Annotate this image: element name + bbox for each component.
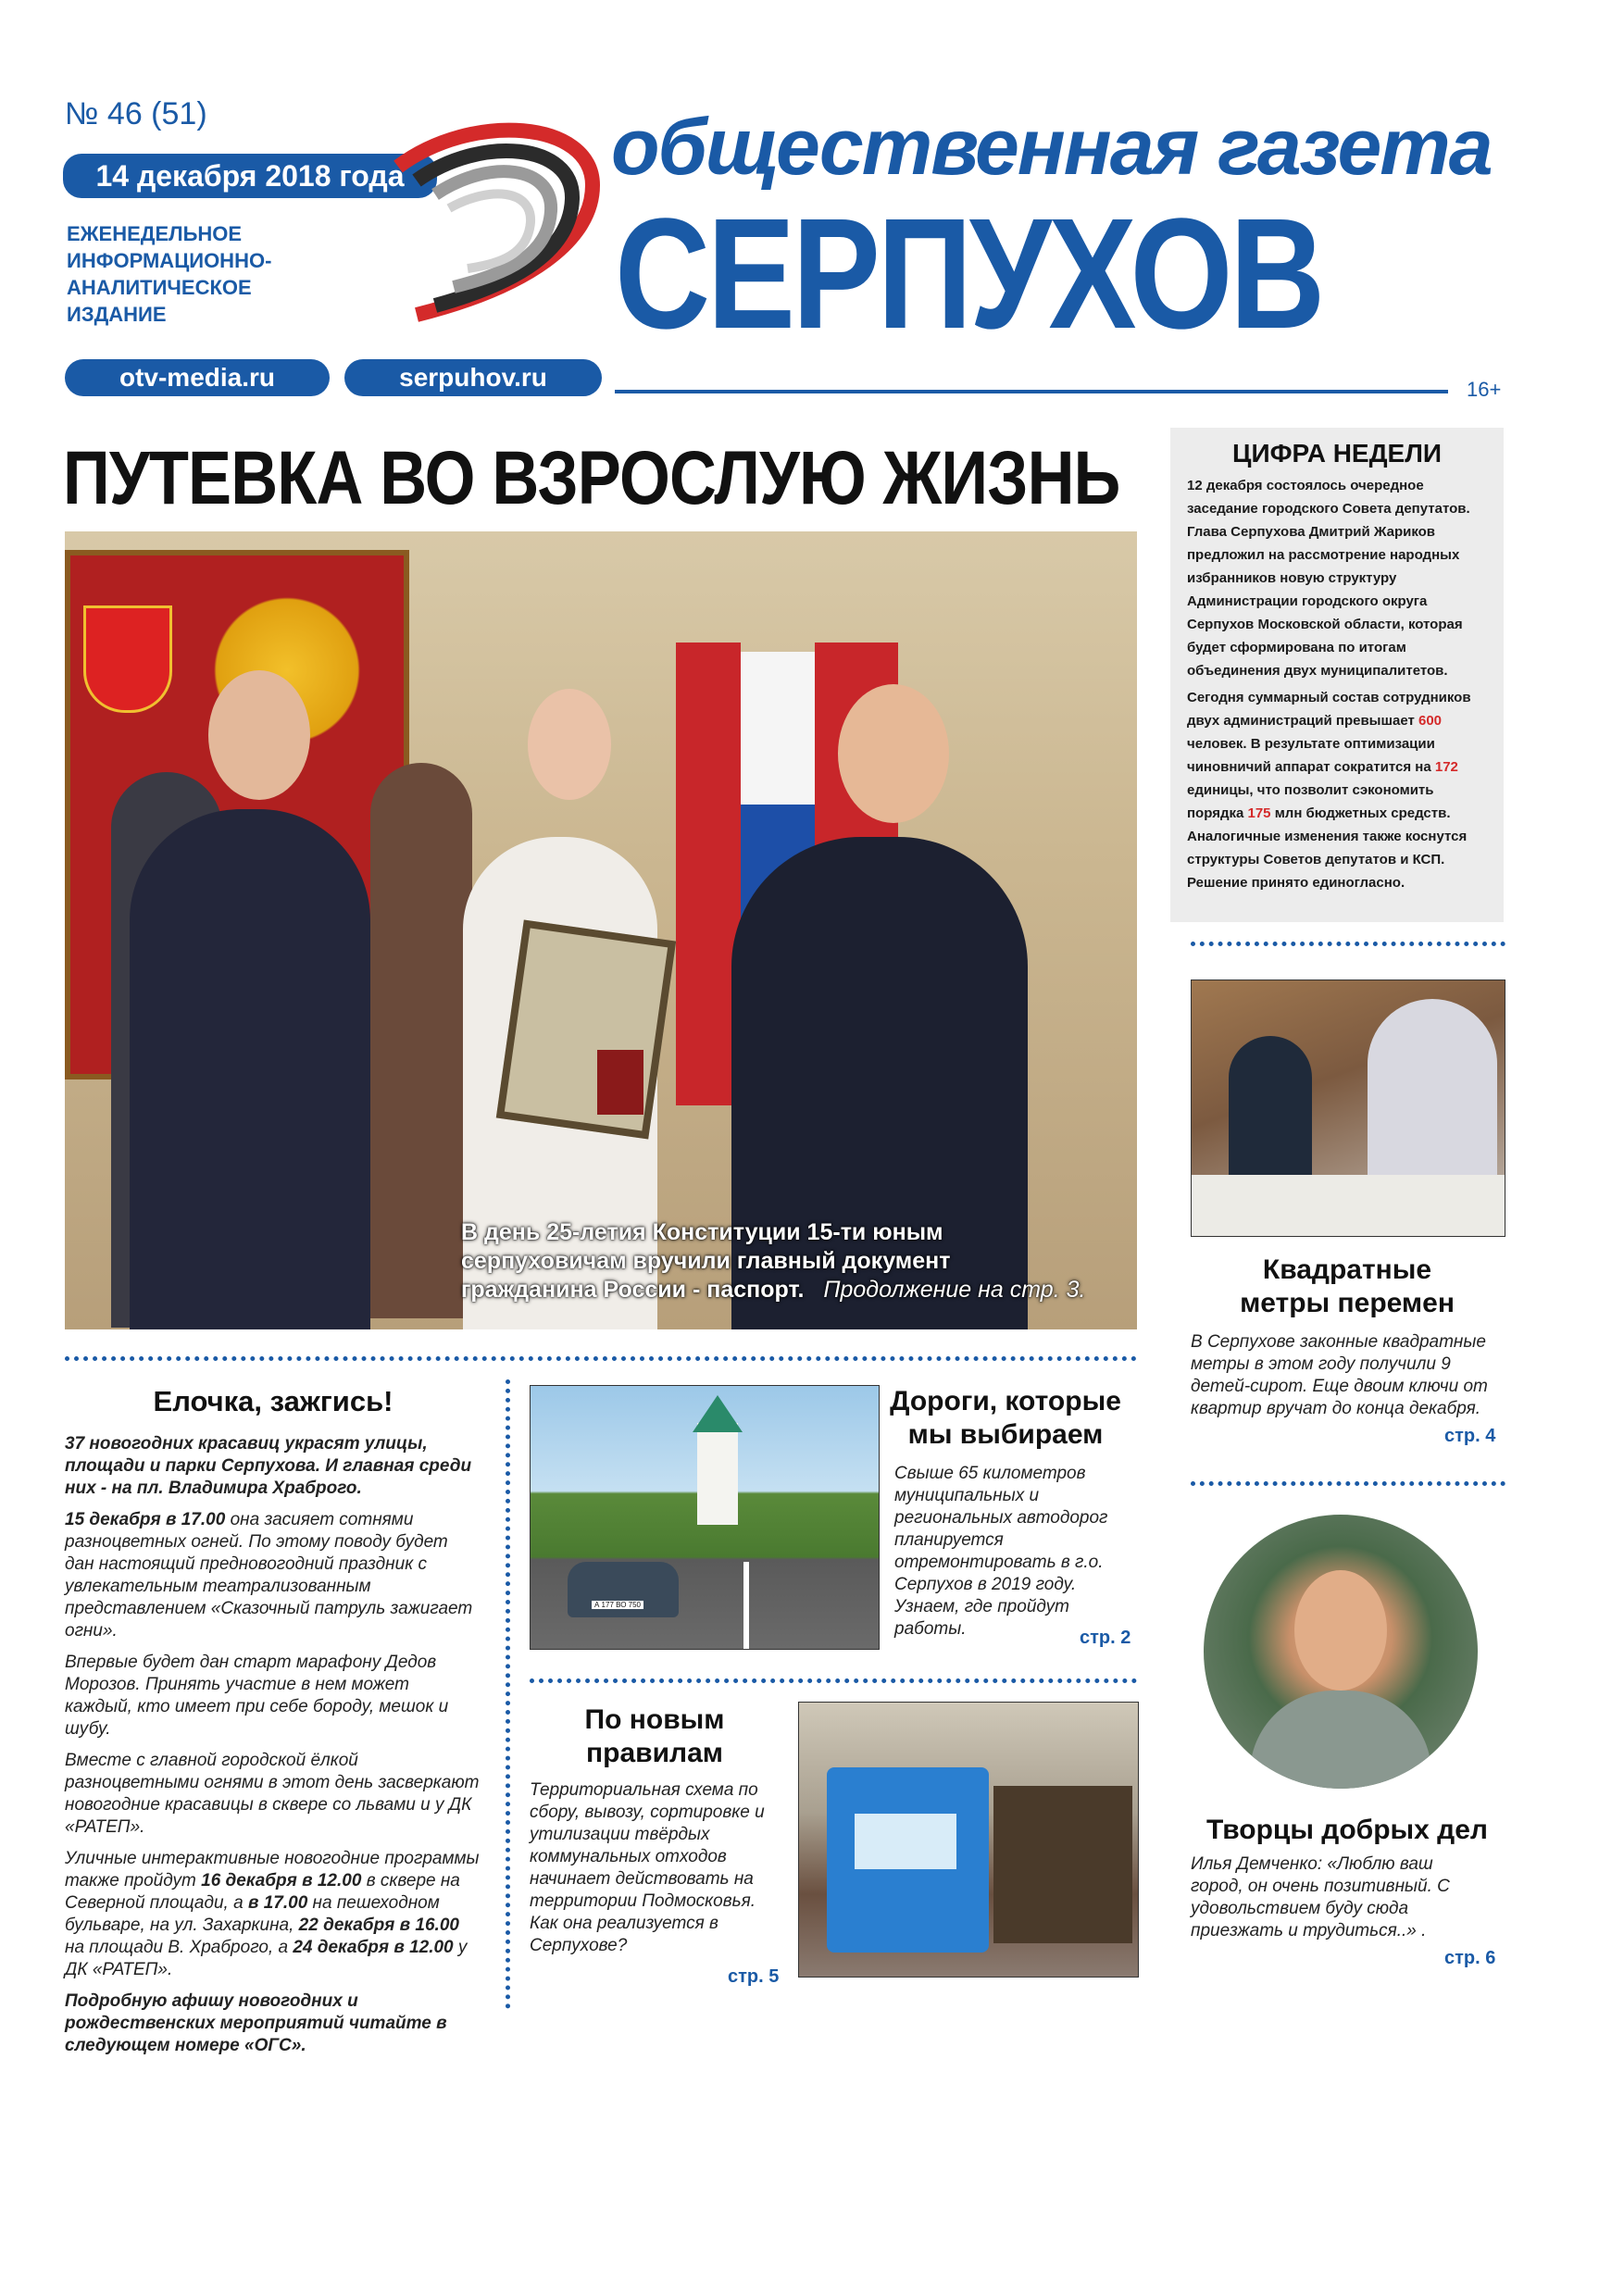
tree-body bbox=[65, 1433, 481, 2066]
divider bbox=[65, 1356, 1137, 1361]
figure-175: 175 bbox=[1247, 805, 1271, 821]
masthead-title-main: СЕРПУХОВ bbox=[615, 186, 1322, 362]
tagline-line: ЕЖЕНЕДЕЛЬНОЕ bbox=[67, 222, 243, 245]
meters-text: В Серпухове законные квадратные метры в этом году получили 9 детей-сирот. Еще двоим ключи от квартир вручат до конца декабря. bbox=[1191, 1332, 1488, 1418]
site-link-otv[interactable]: otv-media.ru bbox=[65, 359, 330, 396]
figure-week-p1: 12 декабря состоялось очередное заседание городского Совета депутатов. Глава Серпухова Дмитрий Жариков предложил на рассмотрение народных избранников новую структуру Администрации городского округа Серпухов Московской области, которая будет сформирована по итогам объединения двух муниципалитетов. bbox=[1187, 478, 1470, 679]
rules-title bbox=[530, 1703, 780, 1770]
tree-p2: Впервые будет дан старт марафону Дедов Морозов. Принять участие в нем может каждый, кто имеет при себе бороду, мешок и шубу. bbox=[65, 1653, 449, 1739]
tower-icon bbox=[697, 1423, 738, 1525]
tagline-line: ИНФОРМАЦИОННО- bbox=[67, 249, 272, 272]
meters-title-line: Квадратные bbox=[1262, 1254, 1432, 1285]
car-icon bbox=[568, 1562, 679, 1617]
issue-date: 14 декабря 2018 года bbox=[63, 154, 437, 198]
roads-title-line: Дороги, которые bbox=[890, 1386, 1121, 1416]
issue-number: № 46 (51) bbox=[65, 96, 207, 131]
roads-title bbox=[885, 1385, 1126, 1452]
face bbox=[1294, 1570, 1387, 1691]
divider bbox=[1191, 942, 1505, 946]
roads-photo bbox=[530, 1385, 880, 1650]
certificate bbox=[496, 919, 676, 1139]
tree-footer: Подробную афишу новогодних и рождественских мероприятий читайте в следующем номере «ОГС». bbox=[65, 1991, 447, 2055]
passport bbox=[597, 1050, 643, 1115]
person-bg bbox=[370, 763, 472, 1318]
site-link-serpuhov[interactable]: serpuhov.ru bbox=[344, 359, 602, 396]
creators-page-link[interactable]: стр. 6 bbox=[1444, 1948, 1496, 1968]
roads-text: Свыше 65 километров муниципальных и региональных автодорог планируется отремонтировать в г.о. Серпухов в 2019 году. Узнаем, где пройдут работы. bbox=[894, 1464, 1108, 1639]
tree-p4: Уличные интерактивные новогодние программы также пройдут 16 декабря в 12.00 в сквере на Северной площади, а в 17.00 на пешеходном бульваре, на ул. Захаркина, 22 декабря в 16.00 на площади В. Храброго, а 24 декабря в 12.00 у ДК «РАТЕП». bbox=[65, 1849, 480, 1979]
creators-title: Творцы добрых дел bbox=[1206, 1815, 1488, 1845]
figure-172: 172 bbox=[1434, 759, 1458, 775]
rules-page-link[interactable]: стр. 5 bbox=[728, 1966, 780, 1987]
figure-week-box bbox=[1170, 428, 1504, 922]
shirt bbox=[1250, 1691, 1431, 1789]
continued-link[interactable]: Продолжение на стр. 3. bbox=[823, 1277, 1086, 1303]
lead-caption bbox=[461, 1218, 1085, 1304]
face bbox=[838, 684, 949, 823]
meters-title bbox=[1191, 1254, 1504, 1320]
divider bbox=[1191, 1481, 1505, 1486]
caption-line: В день 25-летия Конституции 15-ти юным bbox=[461, 1219, 943, 1245]
container-dark bbox=[993, 1786, 1132, 1943]
face bbox=[528, 689, 611, 800]
lead-headline: ПУТЕВКА ВО ВЗРОСЛУЮ ЖИЗНЬ bbox=[63, 436, 1120, 520]
container-label bbox=[855, 1814, 956, 1869]
creators-photo bbox=[1204, 1515, 1478, 1789]
tree-lead: 37 новогодних красавиц украсят улицы, площади и парки Серпухова. И главная среди них - на пл. Владимира Храброго. bbox=[65, 1434, 472, 1498]
figure-week-p2: Сегодня суммарный состав сотрудников двух администраций превышает 600 человек. В результате оптимизации чиновничий аппарат сократится на 172 единицы, что позволит сэкономить порядка 175 млн бюджетных средств. Аналогичные изменения также коснутся структуры Советов депутатов и КСП. Решение принято единогласно. bbox=[1187, 690, 1471, 891]
figure-600: 600 bbox=[1418, 713, 1443, 729]
rules-text: Территориальная схема по сбору, вывозу, сортировке и утилизации твёрдых коммунальных отходов начинает действовать на территории Подмосковья. Как она реализуется в Серпухове? bbox=[530, 1780, 765, 1955]
tagline-line: ИЗДАНИЕ bbox=[67, 303, 167, 326]
caption-line: серпуховичам вручили главный документ bbox=[461, 1248, 951, 1274]
tree-title: Елочка, зажгись! bbox=[153, 1385, 394, 1417]
caption-line: гражданина России - паспорт. bbox=[461, 1277, 805, 1303]
roads-page-link[interactable]: стр. 2 bbox=[1080, 1628, 1131, 1648]
tagline bbox=[67, 220, 271, 328]
table bbox=[1192, 1175, 1505, 1236]
figure-week-title: ЦИФРА НЕДЕЛИ bbox=[1232, 439, 1442, 468]
age-rating: 16+ bbox=[1467, 378, 1502, 401]
rules-title-line: правилам bbox=[586, 1738, 723, 1768]
face bbox=[208, 670, 310, 800]
meters-title-line: метры перемен bbox=[1240, 1288, 1455, 1318]
roads-title-line: мы выбираем bbox=[907, 1419, 1104, 1450]
masthead-rule bbox=[615, 390, 1448, 393]
meters-page-link[interactable]: стр. 4 bbox=[1444, 1426, 1496, 1446]
tower-roof bbox=[693, 1395, 743, 1432]
masthead-title-top: общественная газета bbox=[611, 103, 1492, 192]
car-plate: А 177 ВО 750 bbox=[592, 1601, 643, 1609]
meters-photo bbox=[1191, 980, 1505, 1237]
tree-p1: 15 декабря в 17.00 она засияет сотнями разноцветных огней. По этому поводу будет дан настоящий предновогодний праздник с увлекательным театрализованным представлением «Сказочный патруль зажигает огни». bbox=[65, 1510, 473, 1641]
tagline-line: АНАЛИТИЧЕСКОЕ bbox=[67, 276, 252, 299]
rules-photo bbox=[798, 1702, 1139, 1978]
lead-photo bbox=[65, 531, 1137, 1329]
creators-text: Илья Демченко: «Люблю ваш город, он очень позитивный. С удовольствием буду сюда приезжать и трудиться..» . bbox=[1191, 1854, 1450, 1940]
person-official-left bbox=[130, 809, 370, 1329]
vertical-divider bbox=[506, 1379, 510, 2009]
swoosh-logo bbox=[361, 102, 620, 324]
road-line bbox=[743, 1562, 749, 1649]
divider bbox=[530, 1678, 1137, 1683]
tree-p3: Вместе с главной городской ёлкой разноцветными огнями в этот день засверкают новогодние красавицы в сквере со львами и у ДК «РАТЕП». bbox=[65, 1751, 480, 1837]
rules-title-line: По новым bbox=[584, 1704, 725, 1735]
person-bg bbox=[1229, 1036, 1312, 1184]
coat-of-arms-icon bbox=[83, 605, 172, 713]
